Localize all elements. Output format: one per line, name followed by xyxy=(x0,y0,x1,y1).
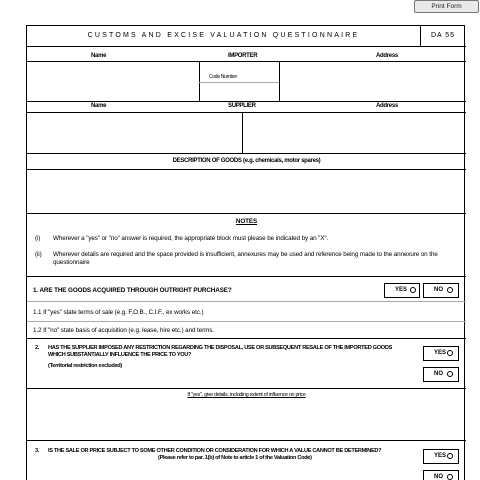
divider xyxy=(27,440,466,441)
no-label: NO xyxy=(434,474,443,480)
question-2-details-field[interactable] xyxy=(28,402,465,440)
print-form-button[interactable]: Print Form xyxy=(414,0,479,13)
question-2-yes-option[interactable] xyxy=(423,346,459,361)
note-text: Wherever a "yes" or "no" answer is required, the appropriate block must please be indicated by an "X". xyxy=(53,235,329,242)
question-1-text: 1. ARE THE GOODS ACQUIRED THROUGH OUTRIGHT PURCHASE? xyxy=(33,287,232,294)
question-2-detail-label: If "yes", give details, including extent of influence on price xyxy=(187,392,306,398)
question-2-no-option[interactable] xyxy=(423,367,459,382)
supplier-address-label: Address xyxy=(376,103,398,109)
supplier-address-field[interactable] xyxy=(243,113,465,153)
question-3-number: 3. xyxy=(35,448,40,454)
divider xyxy=(27,338,466,339)
radio-icon[interactable] xyxy=(410,287,416,293)
yes-label: YES xyxy=(434,453,447,459)
importer-name-label: Name xyxy=(91,53,107,59)
question-3-text: IS THE SALE OR PRICE SUBJECT TO SOME OTHER CONDITION OR CONSIDERATION FOR WHICH A VALUE CANNOT BE DETERMINED? xyxy=(48,448,382,454)
form-title: CUSTOMS AND EXCISE VALUATION QUESTIONNAIRE xyxy=(87,32,360,39)
divider xyxy=(27,301,466,302)
notes-heading: NOTES xyxy=(235,218,258,225)
importer-section-label: IMPORTER xyxy=(228,53,258,59)
question-3-yes-option[interactable] xyxy=(423,449,459,464)
divider xyxy=(27,321,466,322)
importer-address-label: Address xyxy=(376,53,398,59)
divider xyxy=(27,213,466,214)
radio-icon[interactable] xyxy=(447,453,453,459)
radio-icon[interactable] xyxy=(447,350,453,356)
importer-address-field[interactable] xyxy=(280,62,465,102)
form-code: DA 55 xyxy=(430,32,456,39)
supplier-name-label: Name xyxy=(91,103,107,109)
supplier-section-label: SUPPLIER xyxy=(228,103,256,109)
divider xyxy=(27,101,466,102)
description-of-goods-field[interactable] xyxy=(28,170,465,213)
note-text: Wherever details are required and the space provided is insufficient, annexures may be used and reference being made to the annexure on the questionnaire xyxy=(53,251,438,266)
question-3-no-option[interactable] xyxy=(423,470,459,480)
question-3-note: (Please refer to par. 1(b) of Note to article 1 of the Valuation Code) xyxy=(158,455,312,461)
supplier-name-field[interactable] xyxy=(28,113,242,153)
question-2-note: (Territorial restriction excluded) xyxy=(48,363,122,369)
radio-icon[interactable] xyxy=(447,287,453,293)
question-1-2-text: 1.2 If "no" state basis of acquisition (e.g. lease, hire etc.) and terms. xyxy=(33,327,214,334)
yes-label: YES xyxy=(395,287,408,293)
terms-of-sale-field[interactable] xyxy=(257,306,462,320)
basis-of-acquisition-field[interactable] xyxy=(277,324,462,338)
description-of-goods-label: DESCRIPTION OF GOODS (e.g. chemicals, motor spares) xyxy=(172,158,321,164)
no-label: NO xyxy=(434,287,443,293)
question-2-text: HAS THE SUPPLIER IMPOSED ANY RESTRICTION REGARDING THE DISPOSAL, USE OR SUBSEQUENT RESALE OF THE IMPORTED GOODS WHICH SUBSTANTIALLY INFLUENCE THE PRICE TO YOU? xyxy=(48,345,393,358)
yes-label: YES xyxy=(434,350,447,356)
code-number-label: Code Number xyxy=(209,74,237,80)
importer-name-field[interactable] xyxy=(28,62,199,102)
question-1-1-text: 1.1 If "yes" state terms of sale (e.g. F.O.B., C.I.F., ex works etc.) xyxy=(33,309,204,316)
note-number: (i) xyxy=(35,235,41,242)
question-1-yes-option[interactable] xyxy=(384,283,420,298)
importer-code-number-field[interactable] xyxy=(200,83,279,101)
radio-icon[interactable] xyxy=(447,371,453,377)
divider xyxy=(27,46,466,47)
divider xyxy=(27,388,466,389)
no-label: NO xyxy=(434,371,443,377)
valuation-questionnaire-form xyxy=(26,25,465,480)
note-number: (ii) xyxy=(35,251,42,258)
divider xyxy=(27,153,466,154)
question-1-no-option[interactable] xyxy=(423,283,459,298)
radio-icon[interactable] xyxy=(447,474,453,480)
question-2-number: 2. xyxy=(35,345,40,351)
divider xyxy=(27,276,466,277)
